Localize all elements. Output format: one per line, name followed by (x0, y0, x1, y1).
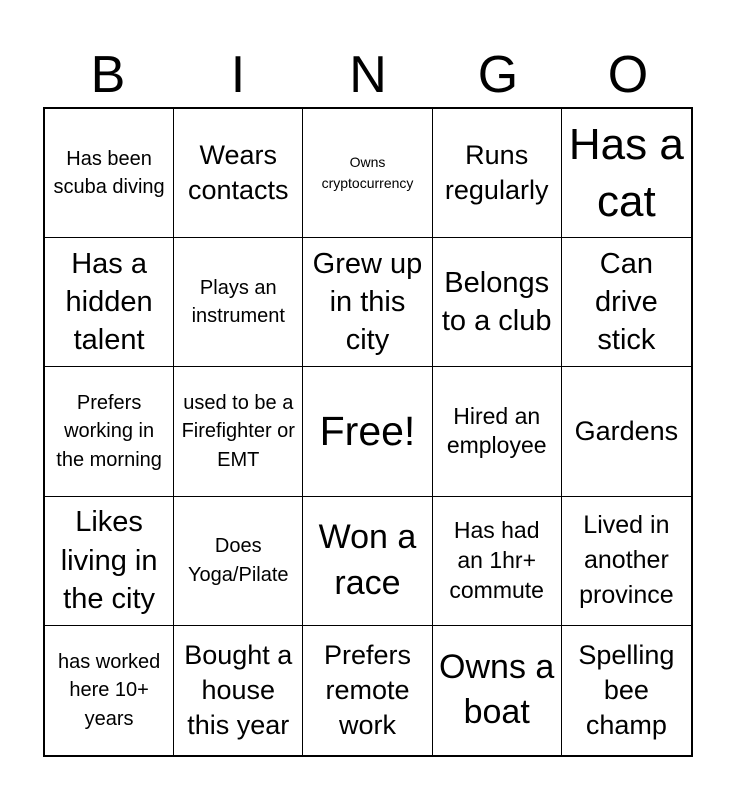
bingo-cell-r1-c3[interactable] (303, 109, 432, 238)
bingo-cell-text: Won a race (318, 517, 417, 602)
bingo-cell-r2-c5[interactable] (562, 238, 691, 367)
bingo-cell-r3-c1[interactable] (45, 367, 174, 496)
bingo-cell-r2-c4[interactable] (433, 238, 562, 367)
bingo-cell-text: Prefers working in the morning (56, 391, 162, 471)
bingo-cell-r2-c2[interactable] (174, 238, 303, 367)
bingo-cell-text: Owns cryptocurrency (321, 154, 414, 192)
bingo-cell-r2-c1[interactable] (45, 238, 174, 367)
bingo-cell-r5-c4[interactable] (433, 626, 562, 755)
bingo-cell-r4-c1[interactable] (45, 497, 174, 626)
bingo-cell-text: Belongs to a club (441, 267, 552, 338)
header-letter-i: I (230, 46, 246, 104)
bingo-cell-text: Grew up in this city (312, 247, 423, 357)
bingo-cell-r4-c2[interactable] (174, 497, 303, 626)
bingo-cell-text: Has a hidden talent (65, 247, 153, 357)
bingo-cell-r5-c3[interactable] (303, 626, 432, 755)
bingo-cell-text: Free! (319, 407, 416, 454)
bingo-cell-text: Runs regularly (444, 140, 549, 206)
bingo-cell-r5-c5[interactable] (562, 626, 691, 755)
bingo-header (43, 42, 693, 108)
bingo-cell-r2-c3[interactable] (303, 238, 432, 367)
bingo-cell-r1-c1[interactable] (45, 109, 174, 238)
bingo-cell-text: Has a cat (568, 119, 684, 227)
bingo-cell-text: Has had an 1hr+ commute (449, 516, 544, 603)
header-letter-n: N (349, 46, 387, 104)
bingo-cell-r4-c4[interactable] (433, 497, 562, 626)
bingo-cell-r3-c3[interactable] (303, 367, 432, 496)
bingo-cell-r1-c4[interactable] (433, 109, 562, 238)
bingo-cell-text: Prefers remote work (323, 639, 411, 740)
bingo-cell-r4-c5[interactable] (562, 497, 691, 626)
bingo-cell-r3-c5[interactable] (562, 367, 691, 496)
bingo-cell-text: Has been scuba diving (53, 147, 165, 199)
bingo-cell-r1-c5[interactable] (562, 109, 691, 238)
bingo-cell-text: has worked here 10+ years (57, 650, 161, 730)
bingo-cell-text: used to be a Firefighter or EMT (181, 391, 295, 471)
bingo-cell-r4-c3[interactable] (303, 497, 432, 626)
bingo-cell-r3-c4[interactable] (433, 367, 562, 496)
bingo-cell-text: Does Yoga/Pilate (188, 535, 289, 586)
header-letter-b: B (90, 46, 126, 104)
bingo-cell-text: Likes living in the city (60, 506, 158, 615)
bingo-cell-text: Spelling bee champ (578, 639, 675, 740)
bingo-cell-r5-c2[interactable] (174, 626, 303, 755)
bingo-cell-r3-c2[interactable] (174, 367, 303, 496)
bingo-cell-text: Bought a house this year (184, 639, 293, 740)
bingo-cell-text: Plays an instrument (191, 276, 285, 328)
bingo-cell-text: Owns a boat (439, 647, 555, 732)
bingo-cell-text: Hired an employee (446, 402, 547, 459)
bingo-cell-text: Gardens (574, 415, 679, 446)
header-letter-g: G (477, 46, 519, 104)
bingo-cell-text: Lived in another province (579, 511, 674, 610)
bingo-cell-text: Can drive stick (594, 247, 658, 357)
bingo-board (43, 107, 693, 757)
header-letter-o: O (607, 46, 649, 104)
bingo-cell-text: Wears contacts (188, 140, 289, 206)
bingo-cell-r1-c2[interactable] (174, 109, 303, 238)
bingo-cell-r5-c1[interactable] (45, 626, 174, 755)
